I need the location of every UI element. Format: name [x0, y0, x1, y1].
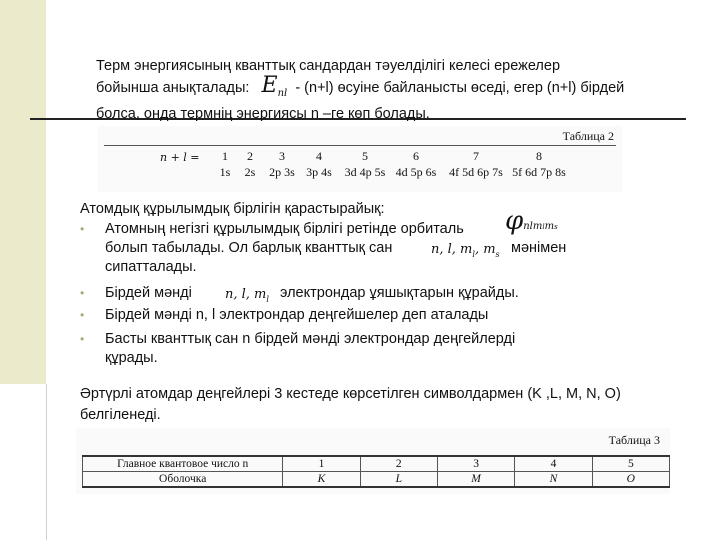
table-2-sub-7: 4f 5d 6p 7s: [449, 165, 503, 179]
phi-symbol: φ: [505, 206, 524, 236]
table-cell: 5: [592, 456, 669, 472]
table-3-caption: Таблица 3: [608, 433, 660, 447]
bullet-2-text: [105, 284, 585, 303]
table-2-rule: [104, 145, 616, 146]
table-3-grid: [82, 455, 670, 488]
bullet-item-2: [80, 284, 600, 304]
bullet-2-start: Бірдей мәнді: [105, 285, 192, 301]
table-cell: 4: [515, 456, 592, 472]
table-2-num-4: 4: [316, 149, 322, 163]
left-divider-line: [46, 384, 47, 540]
intro-line-2: [96, 73, 696, 104]
bullet-marker: •: [80, 222, 85, 236]
bullet-1-line-2-text: болып табылады. Ол барлық кванттық сан: [105, 240, 393, 256]
table-2-num-3: 3: [279, 149, 285, 163]
bullet-1-line-1-text: Атомның негізгі құрылымдық бірлігі ретінде орбиталь: [105, 221, 464, 237]
bullet-marker: •: [80, 308, 85, 322]
table-2-sub-2: 2s: [244, 165, 256, 179]
table-cell: N: [515, 472, 592, 488]
table-cell: O: [592, 472, 669, 488]
table-2-sub-4: 3p 4s: [306, 165, 332, 179]
table-cell: 2: [360, 456, 437, 472]
table-3-row-1-label: Главное квантовое число n: [83, 456, 283, 472]
phi-subscript: nlmlms: [523, 221, 558, 232]
shell-line-2: белгіленеді.: [80, 407, 161, 423]
bullet-4-text: [105, 330, 585, 368]
bullet-4-line-1: Басты кванттық сан n бірдей мәнді электрондар деңгейлерді: [105, 331, 516, 347]
shell-line-1: Әртүрлі атомдар деңгейлері 3 кестеде көрсетілген символдармен (K ,L, M, N, O): [80, 386, 621, 402]
table-2-sub-6: 4d 5p 6s: [395, 165, 437, 179]
energy-symbol: E: [261, 73, 278, 98]
table-cell: K: [283, 472, 360, 488]
table-2-sub-5: 3d 4p 5s: [344, 165, 386, 179]
table-row: [83, 456, 670, 472]
bullet-2-end: электрондар ұяшықтарын құрайды.: [280, 285, 519, 301]
table-2-num-7: 7: [473, 149, 479, 163]
left-accent-bar: [0, 0, 46, 384]
table-2-num-6: 6: [413, 149, 419, 163]
table-2-caption: Таблица 2: [562, 129, 614, 143]
table-2-sub-3: 2p 3s: [269, 165, 295, 179]
shell-paragraph: [80, 384, 700, 426]
table-2-sub-8: 5f 6d 7p 8s: [512, 165, 566, 179]
bullet-marker: •: [80, 332, 85, 346]
bullet-3-text: Бірдей мәнді n, l электрондар деңгейшелер деп аталады: [105, 307, 489, 323]
bullet-1-line-3: сипатталады.: [105, 259, 197, 275]
table-row: [83, 472, 670, 488]
table-2-num-5: 5: [362, 149, 368, 163]
intro-paragraph: [96, 56, 696, 124]
quantum-numbers: n, l, $m_l$, $m_s$: [431, 242, 500, 259]
intro-line-3: болса, онда термнің энергиясы n –ге көп болады.: [96, 106, 430, 122]
table-cell: 1: [283, 456, 360, 472]
table-2-row-label: n + l =: [160, 151, 200, 164]
table-2-num-1: 1: [222, 149, 228, 163]
quantum-numbers-2: n, l, $m_l$: [225, 287, 269, 304]
bullet-item-4: [80, 330, 600, 370]
table-cell: 3: [437, 456, 514, 472]
bullet-1-line-2-end: мәнімен: [511, 240, 567, 256]
intro-line-1: Терм энергиясының кванттық сандардан тәуелділігі келесі ережелер: [96, 58, 561, 74]
bullet-4-line-2: құрады.: [105, 350, 158, 366]
section-heading: Атомдық құрылымдық бірлігін қарастырайық:: [80, 201, 385, 217]
bullet-item-3: [80, 306, 600, 326]
bullet-1-line-2: [105, 239, 585, 258]
intro-line-2-end: - (n+l) өсуіне байланысты өседі, егер (n+l) бірдей: [295, 80, 625, 96]
energy-subscript: nl: [277, 88, 288, 99]
orbital-symbol: [505, 206, 558, 237]
table-cell: L: [360, 472, 437, 488]
intro-line-2-start: бойынша анықталады:: [96, 80, 250, 96]
table-3-image: [76, 428, 670, 494]
bullet-marker: •: [80, 286, 85, 300]
table-2-image: [98, 126, 622, 192]
table-2-num-8: 8: [536, 149, 542, 163]
table-3-row-2-label: Оболочка: [83, 472, 283, 488]
table-2-num-2: 2: [247, 149, 253, 163]
table-cell: M: [437, 472, 514, 488]
table-2-sub-1: 1s: [219, 165, 231, 179]
